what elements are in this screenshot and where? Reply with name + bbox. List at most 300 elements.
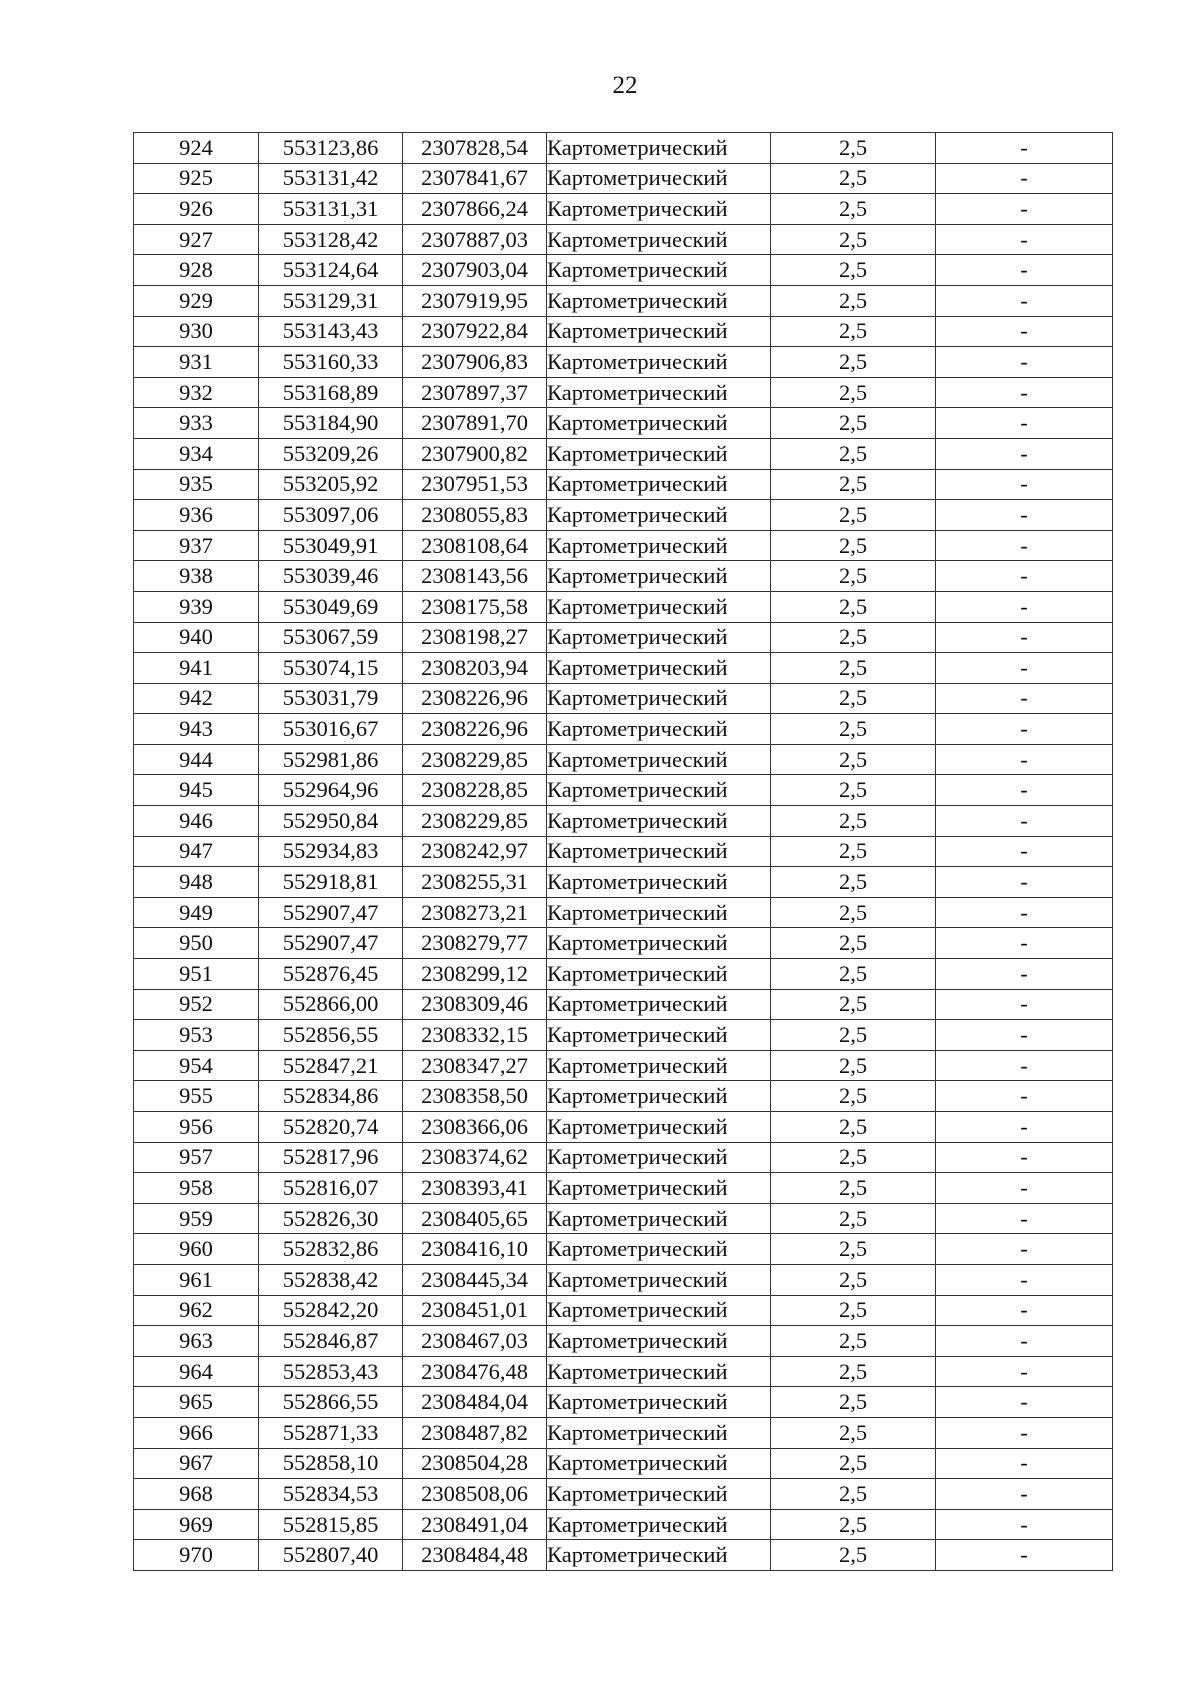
method-cell: Картометрический	[547, 133, 771, 164]
accuracy-cell: 2,5	[771, 224, 936, 255]
y-coordinate-cell: 2308226,96	[403, 714, 547, 745]
point-number-cell: 966	[134, 1417, 259, 1448]
method-cell: Картометрический	[547, 347, 771, 378]
point-number-cell: 970	[134, 1540, 259, 1571]
point-number-cell: 931	[134, 347, 259, 378]
table-row	[134, 1142, 1113, 1173]
table-row	[134, 285, 1113, 316]
accuracy-cell: 2,5	[771, 1356, 936, 1387]
accuracy-cell: 2,5	[771, 530, 936, 561]
table-row	[134, 683, 1113, 714]
accuracy-cell: 2,5	[771, 622, 936, 653]
x-coordinate-cell: 553074,15	[259, 653, 403, 684]
x-coordinate-cell: 552817,96	[259, 1142, 403, 1173]
x-coordinate-cell: 553124,64	[259, 255, 403, 286]
point-number-cell: 969	[134, 1509, 259, 1540]
x-coordinate-cell: 552834,86	[259, 1081, 403, 1112]
point-number-cell: 941	[134, 653, 259, 684]
point-number-cell: 957	[134, 1142, 259, 1173]
table-row	[134, 806, 1113, 837]
y-coordinate-cell: 2308203,94	[403, 653, 547, 684]
x-coordinate-cell: 552866,55	[259, 1387, 403, 1418]
method-cell: Картометрический	[547, 163, 771, 194]
x-coordinate-cell: 553143,43	[259, 316, 403, 347]
x-coordinate-cell: 553016,67	[259, 714, 403, 745]
note-cell: -	[936, 133, 1113, 164]
method-cell: Картометрический	[547, 744, 771, 775]
x-coordinate-cell: 552834,53	[259, 1479, 403, 1510]
accuracy-cell: 2,5	[771, 469, 936, 500]
method-cell: Картометрический	[547, 928, 771, 959]
table-row	[134, 1020, 1113, 1051]
note-cell: -	[936, 1417, 1113, 1448]
note-cell: -	[936, 959, 1113, 990]
note-cell: -	[936, 683, 1113, 714]
table-row	[134, 500, 1113, 531]
x-coordinate-cell: 552950,84	[259, 806, 403, 837]
y-coordinate-cell: 2308279,77	[403, 928, 547, 959]
accuracy-cell: 2,5	[771, 255, 936, 286]
method-cell: Картометрический	[547, 224, 771, 255]
point-number-cell: 963	[134, 1326, 259, 1357]
accuracy-cell: 2,5	[771, 1112, 936, 1143]
x-coordinate-cell: 553129,31	[259, 285, 403, 316]
method-cell: Картометрический	[547, 1295, 771, 1326]
method-cell: Картометрический	[547, 377, 771, 408]
note-cell: -	[936, 1479, 1113, 1510]
x-coordinate-cell: 553049,91	[259, 530, 403, 561]
note-cell: -	[936, 1448, 1113, 1479]
table-row	[134, 1479, 1113, 1510]
table-row	[134, 867, 1113, 898]
x-coordinate-cell: 552907,47	[259, 928, 403, 959]
x-coordinate-cell: 553168,89	[259, 377, 403, 408]
table-row	[134, 163, 1113, 194]
note-cell: -	[936, 1142, 1113, 1173]
accuracy-cell: 2,5	[771, 1295, 936, 1326]
table-row	[134, 1112, 1113, 1143]
note-cell: -	[936, 775, 1113, 806]
method-cell: Картометрический	[547, 408, 771, 439]
y-coordinate-cell: 2308358,50	[403, 1081, 547, 1112]
method-cell: Картометрический	[547, 1417, 771, 1448]
point-number-cell: 951	[134, 959, 259, 990]
x-coordinate-cell: 552853,43	[259, 1356, 403, 1387]
point-number-cell: 947	[134, 836, 259, 867]
y-coordinate-cell: 2307897,37	[403, 377, 547, 408]
note-cell: -	[936, 500, 1113, 531]
note-cell: -	[936, 1050, 1113, 1081]
method-cell: Картометрический	[547, 591, 771, 622]
accuracy-cell: 2,5	[771, 133, 936, 164]
note-cell: -	[936, 1540, 1113, 1571]
method-cell: Картометрический	[547, 1234, 771, 1265]
accuracy-cell: 2,5	[771, 1479, 936, 1510]
table-row	[134, 1081, 1113, 1112]
y-coordinate-cell: 2308476,48	[403, 1356, 547, 1387]
table-row	[134, 1356, 1113, 1387]
method-cell: Картометрический	[547, 775, 771, 806]
y-coordinate-cell: 2308491,04	[403, 1509, 547, 1540]
x-coordinate-cell: 552918,81	[259, 867, 403, 898]
point-number-cell: 953	[134, 1020, 259, 1051]
note-cell: -	[936, 1264, 1113, 1295]
note-cell: -	[936, 1295, 1113, 1326]
note-cell: -	[936, 653, 1113, 684]
table-row	[134, 316, 1113, 347]
y-coordinate-cell: 2308451,01	[403, 1295, 547, 1326]
y-coordinate-cell: 2307891,70	[403, 408, 547, 439]
point-number-cell: 958	[134, 1173, 259, 1204]
method-cell: Картометрический	[547, 1479, 771, 1510]
note-cell: -	[936, 1234, 1113, 1265]
accuracy-cell: 2,5	[771, 316, 936, 347]
method-cell: Картометрический	[547, 1112, 771, 1143]
accuracy-cell: 2,5	[771, 928, 936, 959]
accuracy-cell: 2,5	[771, 1540, 936, 1571]
point-number-cell: 955	[134, 1081, 259, 1112]
table-row	[134, 255, 1113, 286]
y-coordinate-cell: 2307866,24	[403, 194, 547, 225]
table-row	[134, 377, 1113, 408]
point-number-cell: 940	[134, 622, 259, 653]
y-coordinate-cell: 2307919,95	[403, 285, 547, 316]
y-coordinate-cell: 2307900,82	[403, 438, 547, 469]
point-number-cell: 925	[134, 163, 259, 194]
x-coordinate-cell: 552981,86	[259, 744, 403, 775]
accuracy-cell: 2,5	[771, 377, 936, 408]
note-cell: -	[936, 224, 1113, 255]
point-number-cell: 939	[134, 591, 259, 622]
table-row	[134, 744, 1113, 775]
accuracy-cell: 2,5	[771, 989, 936, 1020]
method-cell: Картометрический	[547, 1081, 771, 1112]
y-coordinate-cell: 2307841,67	[403, 163, 547, 194]
table-row	[134, 836, 1113, 867]
point-number-cell: 959	[134, 1203, 259, 1234]
point-number-cell: 965	[134, 1387, 259, 1418]
method-cell: Картометрический	[547, 1203, 771, 1234]
accuracy-cell: 2,5	[771, 285, 936, 316]
point-number-cell: 929	[134, 285, 259, 316]
accuracy-cell: 2,5	[771, 1020, 936, 1051]
accuracy-cell: 2,5	[771, 714, 936, 745]
point-number-cell: 964	[134, 1356, 259, 1387]
note-cell: -	[936, 285, 1113, 316]
table-row	[134, 469, 1113, 500]
y-coordinate-cell: 2308175,58	[403, 591, 547, 622]
y-coordinate-cell: 2308226,96	[403, 683, 547, 714]
x-coordinate-cell: 552816,07	[259, 1173, 403, 1204]
note-cell: -	[936, 163, 1113, 194]
accuracy-cell: 2,5	[771, 653, 936, 684]
method-cell: Картометрический	[547, 500, 771, 531]
y-coordinate-cell: 2308143,56	[403, 561, 547, 592]
accuracy-cell: 2,5	[771, 408, 936, 439]
table-row	[134, 1203, 1113, 1234]
note-cell: -	[936, 622, 1113, 653]
note-cell: -	[936, 989, 1113, 1020]
accuracy-cell: 2,5	[771, 1203, 936, 1234]
x-coordinate-cell: 552807,40	[259, 1540, 403, 1571]
y-coordinate-cell: 2308508,06	[403, 1479, 547, 1510]
note-cell: -	[936, 897, 1113, 928]
x-coordinate-cell: 552871,33	[259, 1417, 403, 1448]
note-cell: -	[936, 561, 1113, 592]
x-coordinate-cell: 552815,85	[259, 1509, 403, 1540]
accuracy-cell: 2,5	[771, 959, 936, 990]
point-number-cell: 926	[134, 194, 259, 225]
accuracy-cell: 2,5	[771, 1234, 936, 1265]
table-row	[134, 989, 1113, 1020]
y-coordinate-cell: 2307828,54	[403, 133, 547, 164]
y-coordinate-cell: 2308332,15	[403, 1020, 547, 1051]
note-cell: -	[936, 1112, 1113, 1143]
accuracy-cell: 2,5	[771, 683, 936, 714]
method-cell: Картометрический	[547, 683, 771, 714]
y-coordinate-cell: 2308416,10	[403, 1234, 547, 1265]
x-coordinate-cell: 552826,30	[259, 1203, 403, 1234]
y-coordinate-cell: 2307951,53	[403, 469, 547, 500]
table-row	[134, 1540, 1113, 1571]
method-cell: Картометрический	[547, 1540, 771, 1571]
x-coordinate-cell: 552842,20	[259, 1295, 403, 1326]
x-coordinate-cell: 552856,55	[259, 1020, 403, 1051]
method-cell: Картометрический	[547, 1387, 771, 1418]
note-cell: -	[936, 1020, 1113, 1051]
accuracy-cell: 2,5	[771, 591, 936, 622]
point-number-cell: 960	[134, 1234, 259, 1265]
x-coordinate-cell: 553067,59	[259, 622, 403, 653]
point-number-cell: 946	[134, 806, 259, 837]
method-cell: Картометрический	[547, 1050, 771, 1081]
note-cell: -	[936, 347, 1113, 378]
y-coordinate-cell: 2308255,31	[403, 867, 547, 898]
point-number-cell: 930	[134, 316, 259, 347]
method-cell: Картометрический	[547, 561, 771, 592]
note-cell: -	[936, 836, 1113, 867]
y-coordinate-cell: 2308347,27	[403, 1050, 547, 1081]
y-coordinate-cell: 2307922,84	[403, 316, 547, 347]
y-coordinate-cell: 2308055,83	[403, 500, 547, 531]
method-cell: Картометрический	[547, 530, 771, 561]
accuracy-cell: 2,5	[771, 1417, 936, 1448]
x-coordinate-cell: 552820,74	[259, 1112, 403, 1143]
method-cell: Картометрический	[547, 1356, 771, 1387]
method-cell: Картометрический	[547, 1509, 771, 1540]
note-cell: -	[936, 1173, 1113, 1204]
point-number-cell: 942	[134, 683, 259, 714]
table-row	[134, 224, 1113, 255]
note-cell: -	[936, 867, 1113, 898]
y-coordinate-cell: 2308198,27	[403, 622, 547, 653]
point-number-cell: 932	[134, 377, 259, 408]
note-cell: -	[936, 714, 1113, 745]
point-number-cell: 952	[134, 989, 259, 1020]
method-cell: Картометрический	[547, 1448, 771, 1479]
accuracy-cell: 2,5	[771, 1173, 936, 1204]
y-coordinate-cell: 2308393,41	[403, 1173, 547, 1204]
table-row	[134, 1050, 1113, 1081]
page-number: 22	[612, 72, 638, 99]
y-coordinate-cell: 2308309,46	[403, 989, 547, 1020]
table-row	[134, 897, 1113, 928]
y-coordinate-cell: 2308228,85	[403, 775, 547, 806]
y-coordinate-cell: 2307906,83	[403, 347, 547, 378]
x-coordinate-cell: 553123,86	[259, 133, 403, 164]
note-cell: -	[936, 1326, 1113, 1357]
accuracy-cell: 2,5	[771, 561, 936, 592]
accuracy-cell: 2,5	[771, 806, 936, 837]
table-row	[134, 1387, 1113, 1418]
table-row	[134, 1173, 1113, 1204]
table-row	[134, 1264, 1113, 1295]
point-number-cell: 935	[134, 469, 259, 500]
point-number-cell: 949	[134, 897, 259, 928]
method-cell: Картометрический	[547, 438, 771, 469]
note-cell: -	[936, 316, 1113, 347]
y-coordinate-cell: 2308374,62	[403, 1142, 547, 1173]
point-number-cell: 968	[134, 1479, 259, 1510]
note-cell: -	[936, 377, 1113, 408]
x-coordinate-cell: 552846,87	[259, 1326, 403, 1357]
point-number-cell: 937	[134, 530, 259, 561]
point-number-cell: 944	[134, 744, 259, 775]
accuracy-cell: 2,5	[771, 1326, 936, 1357]
y-coordinate-cell: 2308484,04	[403, 1387, 547, 1418]
method-cell: Картометрический	[547, 255, 771, 286]
x-coordinate-cell: 553205,92	[259, 469, 403, 500]
point-number-cell: 924	[134, 133, 259, 164]
y-coordinate-cell: 2307903,04	[403, 255, 547, 286]
x-coordinate-cell: 552858,10	[259, 1448, 403, 1479]
x-coordinate-cell: 552876,45	[259, 959, 403, 990]
method-cell: Картометрический	[547, 806, 771, 837]
table-row	[134, 561, 1113, 592]
method-cell: Картометрический	[547, 622, 771, 653]
x-coordinate-cell: 553039,46	[259, 561, 403, 592]
table-row	[134, 622, 1113, 653]
table-row	[134, 714, 1113, 745]
y-coordinate-cell: 2308467,03	[403, 1326, 547, 1357]
coordinates-table	[133, 132, 1113, 1571]
y-coordinate-cell: 2308229,85	[403, 806, 547, 837]
point-number-cell: 945	[134, 775, 259, 806]
accuracy-cell: 2,5	[771, 194, 936, 225]
accuracy-cell: 2,5	[771, 775, 936, 806]
accuracy-cell: 2,5	[771, 836, 936, 867]
table-row	[134, 1448, 1113, 1479]
y-coordinate-cell: 2308484,48	[403, 1540, 547, 1571]
x-coordinate-cell: 552907,47	[259, 897, 403, 928]
method-cell: Картометрический	[547, 653, 771, 684]
accuracy-cell: 2,5	[771, 1081, 936, 1112]
y-coordinate-cell: 2308366,06	[403, 1112, 547, 1143]
table-row	[134, 653, 1113, 684]
note-cell: -	[936, 744, 1113, 775]
table-row	[134, 1417, 1113, 1448]
note-cell: -	[936, 469, 1113, 500]
point-number-cell: 943	[134, 714, 259, 745]
point-number-cell: 928	[134, 255, 259, 286]
y-coordinate-cell: 2308487,82	[403, 1417, 547, 1448]
table-row	[134, 928, 1113, 959]
method-cell: Картометрический	[547, 897, 771, 928]
x-coordinate-cell: 553097,06	[259, 500, 403, 531]
x-coordinate-cell: 553128,42	[259, 224, 403, 255]
table-row	[134, 1234, 1113, 1265]
x-coordinate-cell: 552934,83	[259, 836, 403, 867]
method-cell: Картометрический	[547, 1264, 771, 1295]
y-coordinate-cell: 2308273,21	[403, 897, 547, 928]
method-cell: Картометрический	[547, 1142, 771, 1173]
note-cell: -	[936, 1387, 1113, 1418]
x-coordinate-cell: 553209,26	[259, 438, 403, 469]
method-cell: Картометрический	[547, 316, 771, 347]
table-row	[134, 133, 1113, 164]
method-cell: Картометрический	[547, 714, 771, 745]
method-cell: Картометрический	[547, 194, 771, 225]
y-coordinate-cell: 2308405,65	[403, 1203, 547, 1234]
accuracy-cell: 2,5	[771, 500, 936, 531]
method-cell: Картометрический	[547, 1020, 771, 1051]
x-coordinate-cell: 553184,90	[259, 408, 403, 439]
point-number-cell: 936	[134, 500, 259, 531]
x-coordinate-cell: 552964,96	[259, 775, 403, 806]
method-cell: Картометрический	[547, 285, 771, 316]
accuracy-cell: 2,5	[771, 347, 936, 378]
note-cell: -	[936, 1203, 1113, 1234]
table-row	[134, 1509, 1113, 1540]
note-cell: -	[936, 194, 1113, 225]
note-cell: -	[936, 928, 1113, 959]
table-row	[134, 438, 1113, 469]
x-coordinate-cell: 552832,86	[259, 1234, 403, 1265]
y-coordinate-cell: 2308108,64	[403, 530, 547, 561]
method-cell: Картометрический	[547, 1326, 771, 1357]
accuracy-cell: 2,5	[771, 1387, 936, 1418]
table-row	[134, 959, 1113, 990]
note-cell: -	[936, 255, 1113, 286]
table-row	[134, 1326, 1113, 1357]
method-cell: Картометрический	[547, 1173, 771, 1204]
accuracy-cell: 2,5	[771, 744, 936, 775]
x-coordinate-cell: 553160,33	[259, 347, 403, 378]
table-row	[134, 530, 1113, 561]
point-number-cell: 938	[134, 561, 259, 592]
table-row	[134, 347, 1113, 378]
x-coordinate-cell: 553131,31	[259, 194, 403, 225]
x-coordinate-cell: 552838,42	[259, 1264, 403, 1295]
method-cell: Картометрический	[547, 867, 771, 898]
method-cell: Картометрический	[547, 836, 771, 867]
point-number-cell: 927	[134, 224, 259, 255]
x-coordinate-cell: 552866,00	[259, 989, 403, 1020]
y-coordinate-cell: 2308229,85	[403, 744, 547, 775]
y-coordinate-cell: 2308445,34	[403, 1264, 547, 1295]
note-cell: -	[936, 408, 1113, 439]
note-cell: -	[936, 438, 1113, 469]
y-coordinate-cell: 2308504,28	[403, 1448, 547, 1479]
y-coordinate-cell: 2308242,97	[403, 836, 547, 867]
accuracy-cell: 2,5	[771, 1050, 936, 1081]
table-row	[134, 194, 1113, 225]
accuracy-cell: 2,5	[771, 1142, 936, 1173]
x-coordinate-cell: 553131,42	[259, 163, 403, 194]
x-coordinate-cell: 552847,21	[259, 1050, 403, 1081]
accuracy-cell: 2,5	[771, 163, 936, 194]
point-number-cell: 934	[134, 438, 259, 469]
